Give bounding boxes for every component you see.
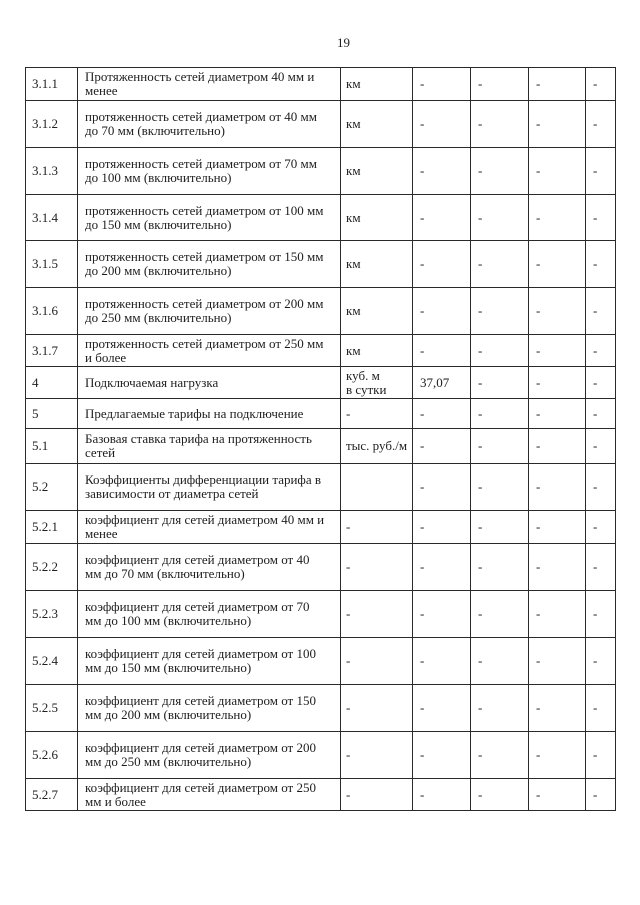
description-cell: Базовая ставка тарифа на протяженность сетей <box>78 429 341 464</box>
value-cell: - <box>471 335 529 367</box>
value-cell: - <box>413 638 471 685</box>
table-row <box>26 511 616 544</box>
unit-cell: - <box>341 591 413 638</box>
unit-cell: км <box>341 101 413 148</box>
value-cell: - <box>529 399 586 429</box>
unit-cell: - <box>341 685 413 732</box>
item-number-cell: 5.2 <box>26 464 78 511</box>
description-cell: Коэффициенты дифференциации тарифа в зависимости от диаметра сетей <box>78 464 341 511</box>
item-number-cell: 3.1.6 <box>26 288 78 335</box>
unit-cell: - <box>341 732 413 779</box>
value-cell: - <box>413 195 471 241</box>
value-cell: - <box>471 101 529 148</box>
description-cell: протяженность сетей диаметром от 70 мм до 100 мм (включительно) <box>78 148 341 195</box>
value-cell: - <box>529 511 586 544</box>
value-cell: - <box>471 591 529 638</box>
value-cell: - <box>529 68 586 101</box>
table-row <box>26 195 616 241</box>
item-number-cell: 3.1.4 <box>26 195 78 241</box>
value-cell: - <box>586 591 616 638</box>
value-cell: - <box>586 638 616 685</box>
value-cell: - <box>471 429 529 464</box>
item-number-cell: 5.2.4 <box>26 638 78 685</box>
table-row <box>26 148 616 195</box>
value-cell: - <box>586 511 616 544</box>
value-cell: - <box>529 779 586 811</box>
tariff-table <box>25 67 616 811</box>
unit-cell: тыс. руб./м <box>341 429 413 464</box>
value-cell: - <box>586 732 616 779</box>
value-cell: - <box>413 544 471 591</box>
table-row <box>26 591 616 638</box>
unit-cell: - <box>341 399 413 429</box>
unit-cell <box>341 464 413 511</box>
item-number-cell: 5.2.6 <box>26 732 78 779</box>
table-row <box>26 732 616 779</box>
value-cell: - <box>529 732 586 779</box>
value-cell: - <box>413 732 471 779</box>
value-cell: - <box>529 148 586 195</box>
value-cell: - <box>471 241 529 288</box>
unit-cell: км <box>341 195 413 241</box>
description-cell: протяженность сетей диаметром от 250 мм и более <box>78 335 341 367</box>
value-cell: - <box>471 685 529 732</box>
description-cell: протяженность сетей диаметром от 150 мм до 200 мм (включительно) <box>78 241 341 288</box>
unit-cell: км <box>341 335 413 367</box>
description-cell: коэффициент для сетей диаметром от 40 мм до 70 мм (включительно) <box>78 544 341 591</box>
table-row <box>26 399 616 429</box>
value-cell: - <box>413 464 471 511</box>
value-cell: - <box>471 367 529 399</box>
unit-cell: км <box>341 68 413 101</box>
value-cell: - <box>413 399 471 429</box>
unit-cell: - <box>341 779 413 811</box>
value-cell: - <box>471 732 529 779</box>
description-cell: коэффициент для сетей диаметром от 70 мм до 100 мм (включительно) <box>78 591 341 638</box>
unit-cell: км <box>341 148 413 195</box>
table-row <box>26 241 616 288</box>
value-cell: - <box>586 399 616 429</box>
table-row <box>26 685 616 732</box>
value-cell: - <box>529 241 586 288</box>
value-cell: - <box>529 464 586 511</box>
value-cell: - <box>586 101 616 148</box>
value-cell: - <box>586 68 616 101</box>
value-cell: - <box>529 591 586 638</box>
item-number-cell: 3.1.2 <box>26 101 78 148</box>
value-cell: - <box>471 544 529 591</box>
item-number-cell: 3.1.1 <box>26 68 78 101</box>
value-cell: - <box>586 367 616 399</box>
table-row <box>26 544 616 591</box>
value-cell: - <box>413 241 471 288</box>
unit-cell: км <box>341 241 413 288</box>
value-cell: - <box>413 779 471 811</box>
table-row <box>26 429 616 464</box>
value-cell: - <box>413 148 471 195</box>
table-row <box>26 367 616 399</box>
description-cell: протяженность сетей диаметром от 100 мм до 150 мм (включительно) <box>78 195 341 241</box>
item-number-cell: 5.2.2 <box>26 544 78 591</box>
value-cell: - <box>471 464 529 511</box>
table-row <box>26 288 616 335</box>
table-row <box>26 464 616 511</box>
value-cell: - <box>413 511 471 544</box>
value-cell: - <box>471 148 529 195</box>
unit-cell: - <box>341 544 413 591</box>
value-cell: - <box>529 195 586 241</box>
item-number-cell: 5.2.1 <box>26 511 78 544</box>
description-cell: коэффициент для сетей диаметром от 250 мм и более <box>78 779 341 811</box>
item-number-cell: 5.2.7 <box>26 779 78 811</box>
item-number-cell: 5.2.3 <box>26 591 78 638</box>
item-number-cell: 5.2.5 <box>26 685 78 732</box>
table-row <box>26 638 616 685</box>
table-row <box>26 101 616 148</box>
item-number-cell: 5.1 <box>26 429 78 464</box>
value-cell: - <box>586 335 616 367</box>
value-cell: - <box>413 429 471 464</box>
description-cell: Предлагаемые тарифы на подключение <box>78 399 341 429</box>
value-cell: - <box>413 591 471 638</box>
value-cell: - <box>471 511 529 544</box>
value-cell: - <box>413 101 471 148</box>
value-cell: - <box>471 288 529 335</box>
value-cell: - <box>529 101 586 148</box>
value-cell: - <box>471 638 529 685</box>
table-row <box>26 68 616 101</box>
unit-cell: - <box>341 638 413 685</box>
value-cell: - <box>529 335 586 367</box>
value-cell: - <box>471 68 529 101</box>
table-row <box>26 335 616 367</box>
value-cell: - <box>529 367 586 399</box>
value-cell: 37,07 <box>413 367 471 399</box>
value-cell: - <box>413 68 471 101</box>
value-cell: - <box>471 195 529 241</box>
unit-cell: км <box>341 288 413 335</box>
value-cell: - <box>586 288 616 335</box>
value-cell: - <box>529 638 586 685</box>
item-number-cell: 5 <box>26 399 78 429</box>
page-number: 19 <box>337 35 350 50</box>
description-cell: коэффициент для сетей диаметром от 150 мм до 200 мм (включительно) <box>78 685 341 732</box>
description-cell: коэффициент для сетей диаметром от 100 мм до 150 мм (включительно) <box>78 638 341 685</box>
value-cell: - <box>586 195 616 241</box>
description-cell: коэффициент для сетей диаметром 40 мм и менее <box>78 511 341 544</box>
item-number-cell: 3.1.7 <box>26 335 78 367</box>
unit-cell: куб. м в сутки <box>341 367 413 399</box>
item-number-cell: 3.1.3 <box>26 148 78 195</box>
item-number-cell: 3.1.5 <box>26 241 78 288</box>
value-cell: - <box>586 779 616 811</box>
value-cell: - <box>529 429 586 464</box>
value-cell: - <box>586 685 616 732</box>
value-cell: - <box>471 779 529 811</box>
description-cell: коэффициент для сетей диаметром от 200 мм до 250 мм (включительно) <box>78 732 341 779</box>
description-cell: Подключаемая нагрузка <box>78 367 341 399</box>
value-cell: - <box>586 429 616 464</box>
value-cell: - <box>586 544 616 591</box>
value-cell: - <box>586 148 616 195</box>
value-cell: - <box>529 544 586 591</box>
description-cell: протяженность сетей диаметром от 40 мм до 70 мм (включительно) <box>78 101 341 148</box>
value-cell: - <box>529 685 586 732</box>
unit-cell: - <box>341 511 413 544</box>
table-row <box>26 779 616 811</box>
item-number-cell: 4 <box>26 367 78 399</box>
value-cell: - <box>413 288 471 335</box>
value-cell: - <box>413 335 471 367</box>
value-cell: - <box>529 288 586 335</box>
description-cell: протяженность сетей диаметром от 200 мм до 250 мм (включительно) <box>78 288 341 335</box>
value-cell: - <box>586 241 616 288</box>
value-cell: - <box>586 464 616 511</box>
description-cell: Протяженность сетей диаметром 40 мм и менее <box>78 68 341 101</box>
value-cell: - <box>471 399 529 429</box>
value-cell: - <box>413 685 471 732</box>
